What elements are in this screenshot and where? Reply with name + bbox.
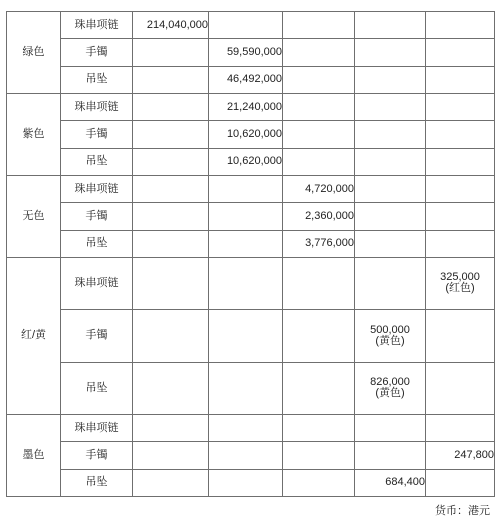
value-cell	[355, 175, 426, 202]
table-row	[7, 93, 495, 120]
value-cell	[133, 469, 209, 496]
value-cell	[426, 148, 495, 175]
value-cell	[355, 121, 426, 148]
value-cell	[133, 362, 209, 414]
item-label: 珠串项链	[61, 93, 133, 120]
value-cell	[283, 93, 355, 120]
color-note: (黄色)	[375, 334, 405, 347]
value-cell	[283, 310, 355, 362]
item-label: 吊坠	[61, 469, 133, 496]
value-cell	[209, 469, 283, 496]
item-label: 吊坠	[61, 362, 133, 414]
value-text: 826,000	[370, 376, 410, 389]
table-row	[7, 12, 495, 39]
value-cell	[355, 362, 426, 414]
value-cell: 3,776,000	[283, 230, 355, 257]
value-cell	[355, 310, 426, 362]
value-cell	[133, 310, 209, 362]
value-cell	[355, 148, 426, 175]
table-row	[7, 39, 495, 66]
value-cell	[133, 257, 209, 309]
color-note: (黄色)	[375, 387, 405, 400]
value-cell	[133, 121, 209, 148]
value-cell	[209, 175, 283, 202]
value-cell	[426, 39, 495, 66]
value-cell	[283, 469, 355, 496]
table-row	[7, 66, 495, 93]
value-cell	[133, 175, 209, 202]
table-row	[7, 148, 495, 175]
value-cell	[209, 257, 283, 309]
value-cell	[209, 230, 283, 257]
color-group-label: 绿色	[7, 12, 61, 94]
value-cell	[355, 257, 426, 309]
value-cell	[133, 203, 209, 230]
value-cell: 59,590,000	[209, 39, 283, 66]
value-cell	[426, 414, 495, 441]
color-group-label: 墨色	[7, 414, 61, 496]
color-group-label: 无色	[7, 175, 61, 257]
value-cell	[209, 414, 283, 441]
color-group-label: 紫色	[7, 93, 61, 175]
value-cell	[426, 175, 495, 202]
value-cell	[133, 442, 209, 469]
table-row	[7, 469, 495, 496]
table-row	[7, 310, 495, 362]
value-cell	[355, 93, 426, 120]
item-label: 吊坠	[61, 66, 133, 93]
value-cell	[209, 442, 283, 469]
value-cell	[133, 39, 209, 66]
value-cell	[209, 362, 283, 414]
table-row	[7, 414, 495, 441]
value-cell	[355, 414, 426, 441]
value-cell	[133, 414, 209, 441]
value-cell	[209, 12, 283, 39]
value-cell	[355, 203, 426, 230]
value-cell	[283, 414, 355, 441]
value-cell	[355, 442, 426, 469]
value-cell	[283, 121, 355, 148]
item-label: 珠串项链	[61, 175, 133, 202]
table-row	[7, 203, 495, 230]
table-row	[7, 121, 495, 148]
price-table	[6, 11, 495, 497]
table-row	[7, 230, 495, 257]
value-cell: 214,040,000	[133, 12, 209, 39]
value-cell	[133, 230, 209, 257]
value-cell	[426, 203, 495, 230]
currency-note: 货币：港元	[435, 505, 490, 517]
item-label: 手镯	[61, 121, 133, 148]
value-cell	[426, 66, 495, 93]
item-label: 珠串项链	[61, 257, 133, 309]
value-cell: 684,400	[355, 469, 426, 496]
value-cell	[283, 39, 355, 66]
value-cell	[209, 203, 283, 230]
value-cell	[426, 12, 495, 39]
item-label: 手镯	[61, 203, 133, 230]
color-group-label: 红/黄	[7, 257, 61, 414]
table-row	[7, 362, 495, 414]
value-cell: 46,492,000	[209, 66, 283, 93]
table-row	[7, 442, 495, 469]
value-cell	[283, 362, 355, 414]
item-label: 吊坠	[61, 148, 133, 175]
value-cell: 10,620,000	[209, 121, 283, 148]
value-cell	[355, 39, 426, 66]
value-cell	[209, 310, 283, 362]
value-cell	[426, 362, 495, 414]
value-cell	[355, 12, 426, 39]
value-cell	[426, 121, 495, 148]
value-cell	[283, 148, 355, 175]
table-row	[7, 175, 495, 202]
value-cell: 247,800	[426, 442, 495, 469]
value-cell: 21,240,000	[209, 93, 283, 120]
item-label: 手镯	[61, 39, 133, 66]
value-cell	[426, 257, 495, 309]
value-cell	[283, 442, 355, 469]
item-label: 手镯	[61, 442, 133, 469]
value-cell	[426, 93, 495, 120]
value-cell	[133, 66, 209, 93]
value-text: 500,000	[370, 323, 410, 336]
table-row	[7, 257, 495, 309]
value-cell	[355, 66, 426, 93]
item-label: 吊坠	[61, 230, 133, 257]
value-cell	[426, 230, 495, 257]
value-cell: 4,720,000	[283, 175, 355, 202]
value-cell	[355, 230, 426, 257]
value-cell	[426, 310, 495, 362]
item-label: 珠串项链	[61, 12, 133, 39]
color-note: (红色)	[445, 282, 475, 295]
value-text: 325,000	[440, 271, 480, 284]
value-cell	[133, 148, 209, 175]
value-cell	[426, 469, 495, 496]
value-cell	[283, 66, 355, 93]
value-cell	[283, 12, 355, 39]
item-label: 珠串项链	[61, 414, 133, 441]
value-cell: 10,620,000	[209, 148, 283, 175]
value-cell	[283, 257, 355, 309]
item-label: 手镯	[61, 310, 133, 362]
value-cell	[133, 93, 209, 120]
value-cell: 2,360,000	[283, 203, 355, 230]
